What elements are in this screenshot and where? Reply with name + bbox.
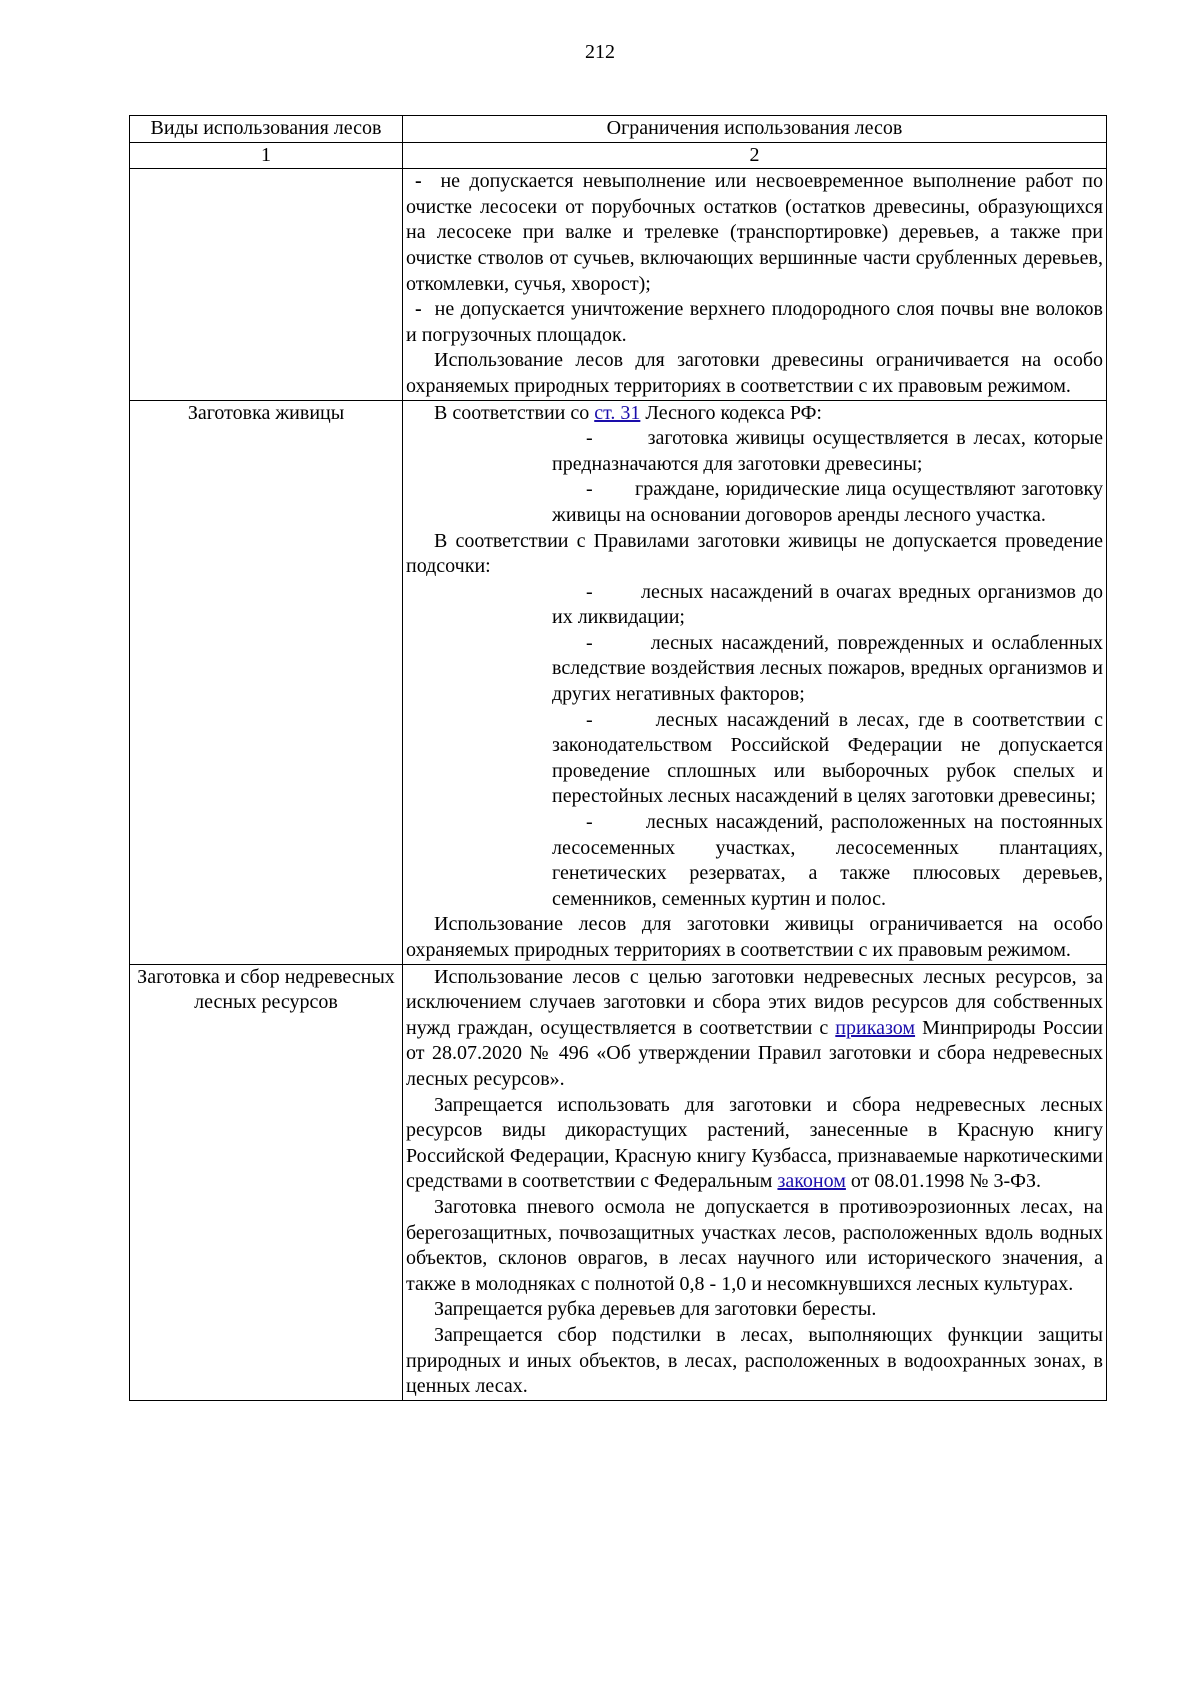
list-item: - граждане, юридические лица осуществляют заготовку живицы на основании договоров аренды лесного участка. <box>552 478 1103 526</box>
header-col-restrictions: Ограничения использования лесов <box>403 116 1107 143</box>
paragraph: Использование лесов для заготовки живицы ограничивается на особо охраняемых природных территориях в соответствии с их правовым режимом. <box>406 913 1103 961</box>
paragraph: В соответствии со ст. 31 Лесного кодекса РФ: <box>434 401 822 424</box>
column-number-1: 1 <box>130 142 403 169</box>
column-number-2: 2 <box>403 142 1107 169</box>
dash-item: - не допускается невыполнение или несвоевременное выполнение работ по очистке лесосеки от порубочных остатков (остатков древесины, образующихся на лесосеке при валке и трелевке (транспортировке) деревьев, а также при очистке стволов от сучьев, включающих вершинные части срубленных деревьев, откомлевки, сучья, хворост); <box>406 170 1104 295</box>
table-row <box>130 964 1107 1400</box>
link-order[interactable]: приказом <box>835 1016 916 1039</box>
row-kind-empty <box>130 169 403 400</box>
header-col-kinds: Виды использования лесов <box>130 116 403 143</box>
row-restrictions <box>403 169 1107 400</box>
table-row <box>130 169 1107 400</box>
paragraph: Запрещается использовать для заготовки и сбора недревесных лесных ресурсов виды дикорастущих растений, занесенные в Красную книгу Российской Федерации, Красную книгу Кузбасса, признаваемые наркотическими средствами в соответствии с Федеральным законом от 08.01.1998 № 3-ФЗ. <box>406 1093 1103 1193</box>
paragraph: В соответствии с Правилами заготовки живицы не допускается проведение подсочки: <box>406 529 1103 578</box>
list-item: - заготовка живицы осуществляется в лесах, которые предназначаются для заготовки древесины; <box>552 427 1103 475</box>
page-number: 212 <box>585 41 615 63</box>
paragraph: Использование лесов с целью заготовки недревесных лесных ресурсов, за исключением случаев заготовки и сбора этих видов ресурсов для собственных нужд граждан, осуществляется в соответствии с приказом Минприроды России от 28.07.2020 № 496 «Об утверждении Правил заготовки и сбора недревесных лесных ресурсов». <box>406 965 1104 1090</box>
table-row <box>130 400 1107 964</box>
table-header-row <box>130 116 1107 143</box>
table-column-numbers-row <box>130 142 1107 169</box>
paragraph: Запрещается сбор подстилки в лесах, выполняющих функции защиты природных и иных объектов, в лесах, расположенных в водоохранных зонах, в ценных лесах. <box>406 1323 1103 1398</box>
dash-item: - не допускается уничтожение верхнего плодородного слоя почвы вне волоков и погрузочных площадок. <box>406 298 1103 346</box>
link-law[interactable]: законом <box>777 1170 846 1193</box>
list-item: - лесных насаждений, поврежденных и ослабленных вследствие воздействия лесных пожаров, вредных организмов и других негативных факторов; <box>552 631 1103 706</box>
row-restrictions <box>403 964 1107 1400</box>
list-item: - лесных насаждений в очагах вредных организмов до их ликвидации; <box>552 580 1103 629</box>
list-item: - лесных насаждений, расположенных на постоянных лесосеменных участках, лесосеменных плантациях, генетических резерватах, а также плюсовых деревьев, семенников, семенных куртин и полос. <box>552 811 1103 910</box>
paragraph: Запрещается рубка деревьев для заготовки бересты. <box>434 1298 877 1321</box>
row-restrictions <box>403 400 1107 964</box>
paragraph: Заготовка пневого осмола не допускается в противоэрозионных лесах, на берегозащитных, почвозащитных участках лесов, расположенных вдоль водных объектов, склонов оврагов, в лесах научного или исторического значения, а также в молодняках с полнотой 0,8 - 1,0 и несомкнувшихся лесных культурах. <box>406 1195 1103 1295</box>
link-article-31[interactable]: ст. 31 <box>594 401 641 424</box>
row-kind-non-wood-resources: Заготовка и сбор недревесных лесных ресурсов <box>130 964 403 1400</box>
row-kind-resin: Заготовка живицы <box>130 400 403 964</box>
paragraph: Использование лесов для заготовки древесины ограничивается на особо охраняемых природных территориях в соответствии с их правовым режимом. <box>406 349 1103 397</box>
forest-use-restrictions-table <box>129 115 1107 1401</box>
list-item: - лесных насаждений в лесах, где в соответствии с законодательством Российской Федерации не допускается проведение сплошных или выборочных рубок спелых и перестойных лесных насаждений в целях заготовки древесины; <box>552 708 1103 808</box>
